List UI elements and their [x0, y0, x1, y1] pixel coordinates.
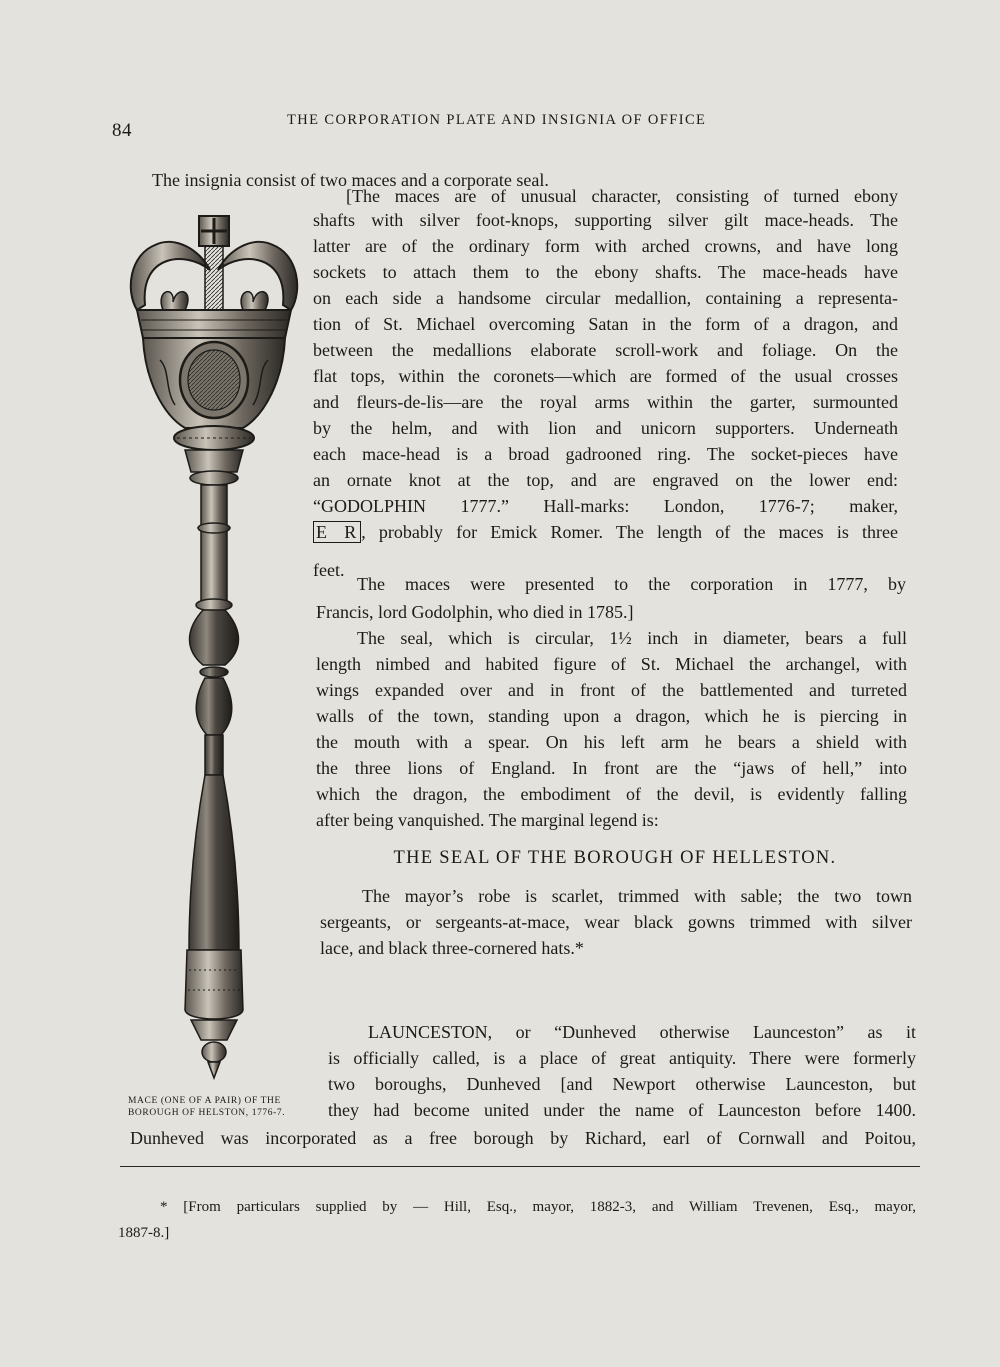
body-line: each mace-head is a broad gadrooned ring. The socket-pieces have	[313, 444, 898, 464]
body-line: an ornate knot at the top, and are engraved on the lower end:	[313, 470, 898, 490]
body-line: length nimbed and habited figure of St. Michael the archangel, with	[316, 654, 907, 674]
body-line: by the helm, and with lion and unicorn supporters. Underneath	[313, 418, 898, 438]
body-line: sockets to attach them to the ebony shafts. The mace-heads have	[313, 262, 898, 282]
figure-caption-line2: BOROUGH OF HELSTON, 1776-7.	[128, 1108, 286, 1118]
body-line: wings expanded over and in front of the battlemented and turreted	[316, 680, 907, 700]
figure-caption-line1: MACE (ONE OF A PAIR) OF THE	[128, 1096, 281, 1106]
body-line: they had become united under the name of Launceston before 1400.	[328, 1100, 916, 1120]
footnote-line2: 1887-8.]	[118, 1225, 170, 1241]
body-line: which the dragon, the embodiment of the devil, is evidently falling	[316, 784, 907, 804]
body-line: and fleurs-de-lis—are the royal arms within the garter, surmounted	[313, 392, 898, 412]
body-line: two boroughs, Dunheved [and Newport otherwise Launceston, but	[328, 1074, 916, 1094]
mace-illustration	[115, 210, 325, 1100]
body-line: “GODOLPHIN 1777.” Hall-marks: London, 1776-7; maker,	[313, 496, 898, 516]
body-line: after being vanquished. The marginal legend is:	[316, 810, 659, 830]
footnote-rule	[120, 1166, 920, 1167]
body-line: latter are of the ordinary form with arched crowns, and have long	[313, 236, 898, 256]
body-line: The mayor’s robe is scarlet, trimmed with sable; the two town	[362, 886, 912, 906]
body-line: walls of the town, standing upon a dragon, which he is piercing in	[316, 706, 907, 726]
footnote-line1: * [From particulars supplied by — Hill, Esq., mayor, 1882-3, and William Trevenen, Esq., mayor,	[160, 1199, 916, 1215]
body-line: the mouth with a spear. On his left arm he bears a shield with	[316, 732, 907, 752]
body-line: Francis, lord Godolphin, who died in 1785.]	[316, 602, 634, 622]
body-line: is officially called, is a place of great antiquity. There were formerly	[328, 1048, 916, 1068]
body-line: The seal, which is circular, 1½ inch in diameter, bears a full	[357, 628, 907, 648]
body-line: flat tops, within the coronets—which are formed of the usual crosses	[313, 366, 898, 386]
seal-legend: THE SEAL OF THE BOROUGH OF HELLESTON.	[393, 848, 837, 868]
body-line-text: , probably for Emick Romer. The length of the maces is three	[361, 522, 898, 542]
body-line: the three lions of England. In front are the “jaws of hell,” into	[316, 758, 907, 778]
body-line	[313, 522, 898, 542]
body-line: feet.	[313, 560, 345, 580]
body-line: The insignia consist of two maces and a corporate seal.	[152, 170, 549, 190]
page-number: 84	[112, 120, 132, 141]
body-line: LAUNCESTON, or “Dunheved otherwise Launceston” as it	[368, 1022, 916, 1042]
body-line: sergeants, or sergeants-at-mace, wear black gowns trimmed with silver	[320, 912, 912, 932]
body-line: lace, and black three-cornered hats.*	[320, 938, 584, 958]
running-title: THE CORPORATION PLATE AND INSIGNIA OF OFFICE	[287, 112, 707, 128]
body-line: between the medallions elaborate scroll-work and foliage. On the	[313, 340, 898, 360]
body-line: shafts with silver foot-knops, supporting silver gilt mace-heads. The	[313, 210, 898, 230]
body-line: The maces were presented to the corporation in 1777, by	[357, 574, 906, 594]
body-line: Dunheved was incorporated as a free borough by Richard, earl of Cornwall and Poitou,	[130, 1128, 916, 1148]
makers-mark: E R	[313, 521, 361, 543]
body-line: tion of St. Michael overcoming Satan in the form of a dragon, and	[313, 314, 898, 334]
body-line: on each side a handsome circular medallion, containing a representa-	[313, 288, 898, 308]
body-line: [The maces are of unusual character, consisting of turned ebony	[346, 186, 898, 206]
